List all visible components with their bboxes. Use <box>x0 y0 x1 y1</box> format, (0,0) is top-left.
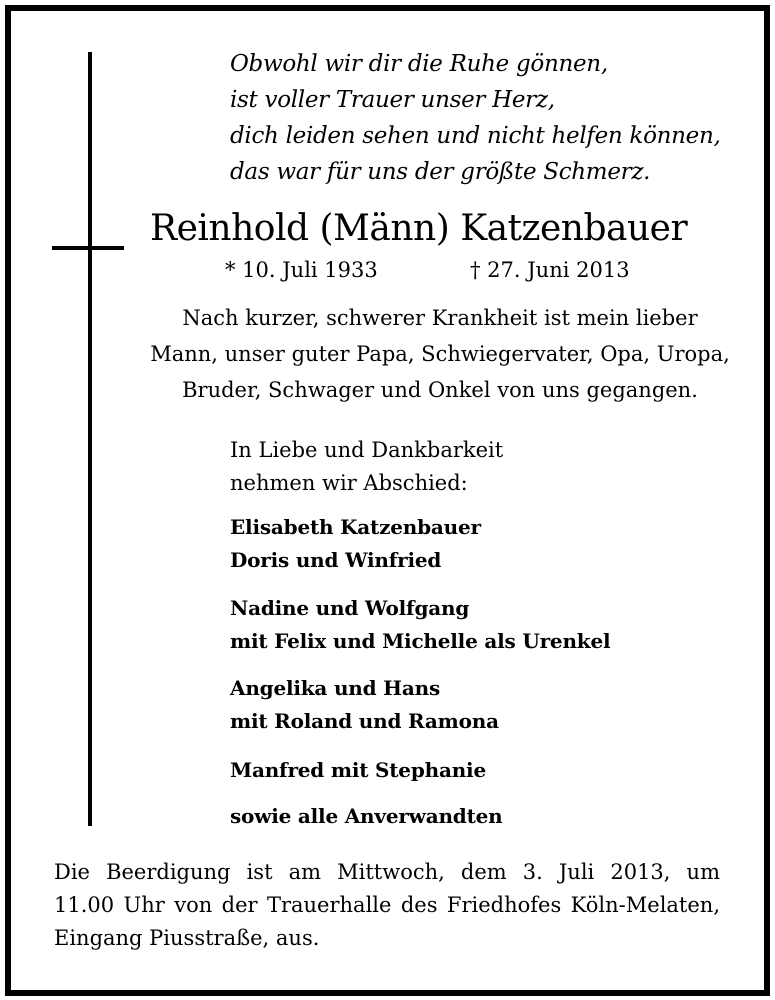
family-member: Manfred mit Stephanie <box>230 758 486 782</box>
birth-date: * 10. Juli 1933 <box>225 258 378 282</box>
family-member: Nadine und Wolfgang <box>230 596 470 620</box>
notice-line: Bruder, Schwager und Onkel von uns gegangen. <box>182 378 698 402</box>
poem-line: ist voller Trauer unser Herz, <box>230 87 555 113</box>
poem-line: dich leiden sehen und nicht helfen können, <box>230 123 721 149</box>
family-member: Angelika und Hans <box>230 676 441 700</box>
funeral-line: Die Beerdigung ist am Mittwoch, dem 3. Juli 2013, um <box>54 860 720 884</box>
family-group <box>230 511 481 577</box>
poem-line: das war für uns der größte Schmerz. <box>230 159 651 185</box>
notice-line: Mann, unser guter Papa, Schwiegervater, Opa, Uropa, <box>150 342 730 366</box>
family-member: Doris und Winfried <box>230 548 442 572</box>
poem <box>230 46 720 190</box>
farewell-line: nehmen wir Abschied: <box>230 471 468 495</box>
death-notice <box>110 300 770 408</box>
deceased-name: Reinhold (Männ) Katzenbauer <box>150 208 688 249</box>
family-group <box>230 592 610 658</box>
notice-line: Nach kurzer, schwerer Krankheit ist mein lieber <box>182 306 698 330</box>
farewell-line: In Liebe und Dankbarkeit <box>230 438 504 462</box>
family-group <box>230 672 499 738</box>
funeral-line: Eingang Piusstraße, aus. <box>54 926 320 950</box>
death-date: † 27. Juni 2013 <box>470 258 630 282</box>
farewell-text <box>230 434 503 500</box>
family-member: Elisabeth Katzenbauer <box>230 515 481 539</box>
cross-vertical-bar <box>88 52 92 826</box>
family-group <box>230 754 486 787</box>
poem-line: Obwohl wir dir die Ruhe gönnen, <box>230 51 608 77</box>
family-member: mit Felix und Michelle als Urenkel <box>230 629 611 653</box>
funeral-line: 11.00 Uhr von der Trauerhalle des Friedhofes Köln-Melaten, <box>54 893 720 917</box>
family-group <box>230 800 503 833</box>
family-member: sowie alle Anverwandten <box>230 804 503 828</box>
funeral-info <box>54 856 720 955</box>
family-member: mit Roland und Ramona <box>230 709 499 733</box>
cross-horizontal-bar <box>52 246 124 250</box>
